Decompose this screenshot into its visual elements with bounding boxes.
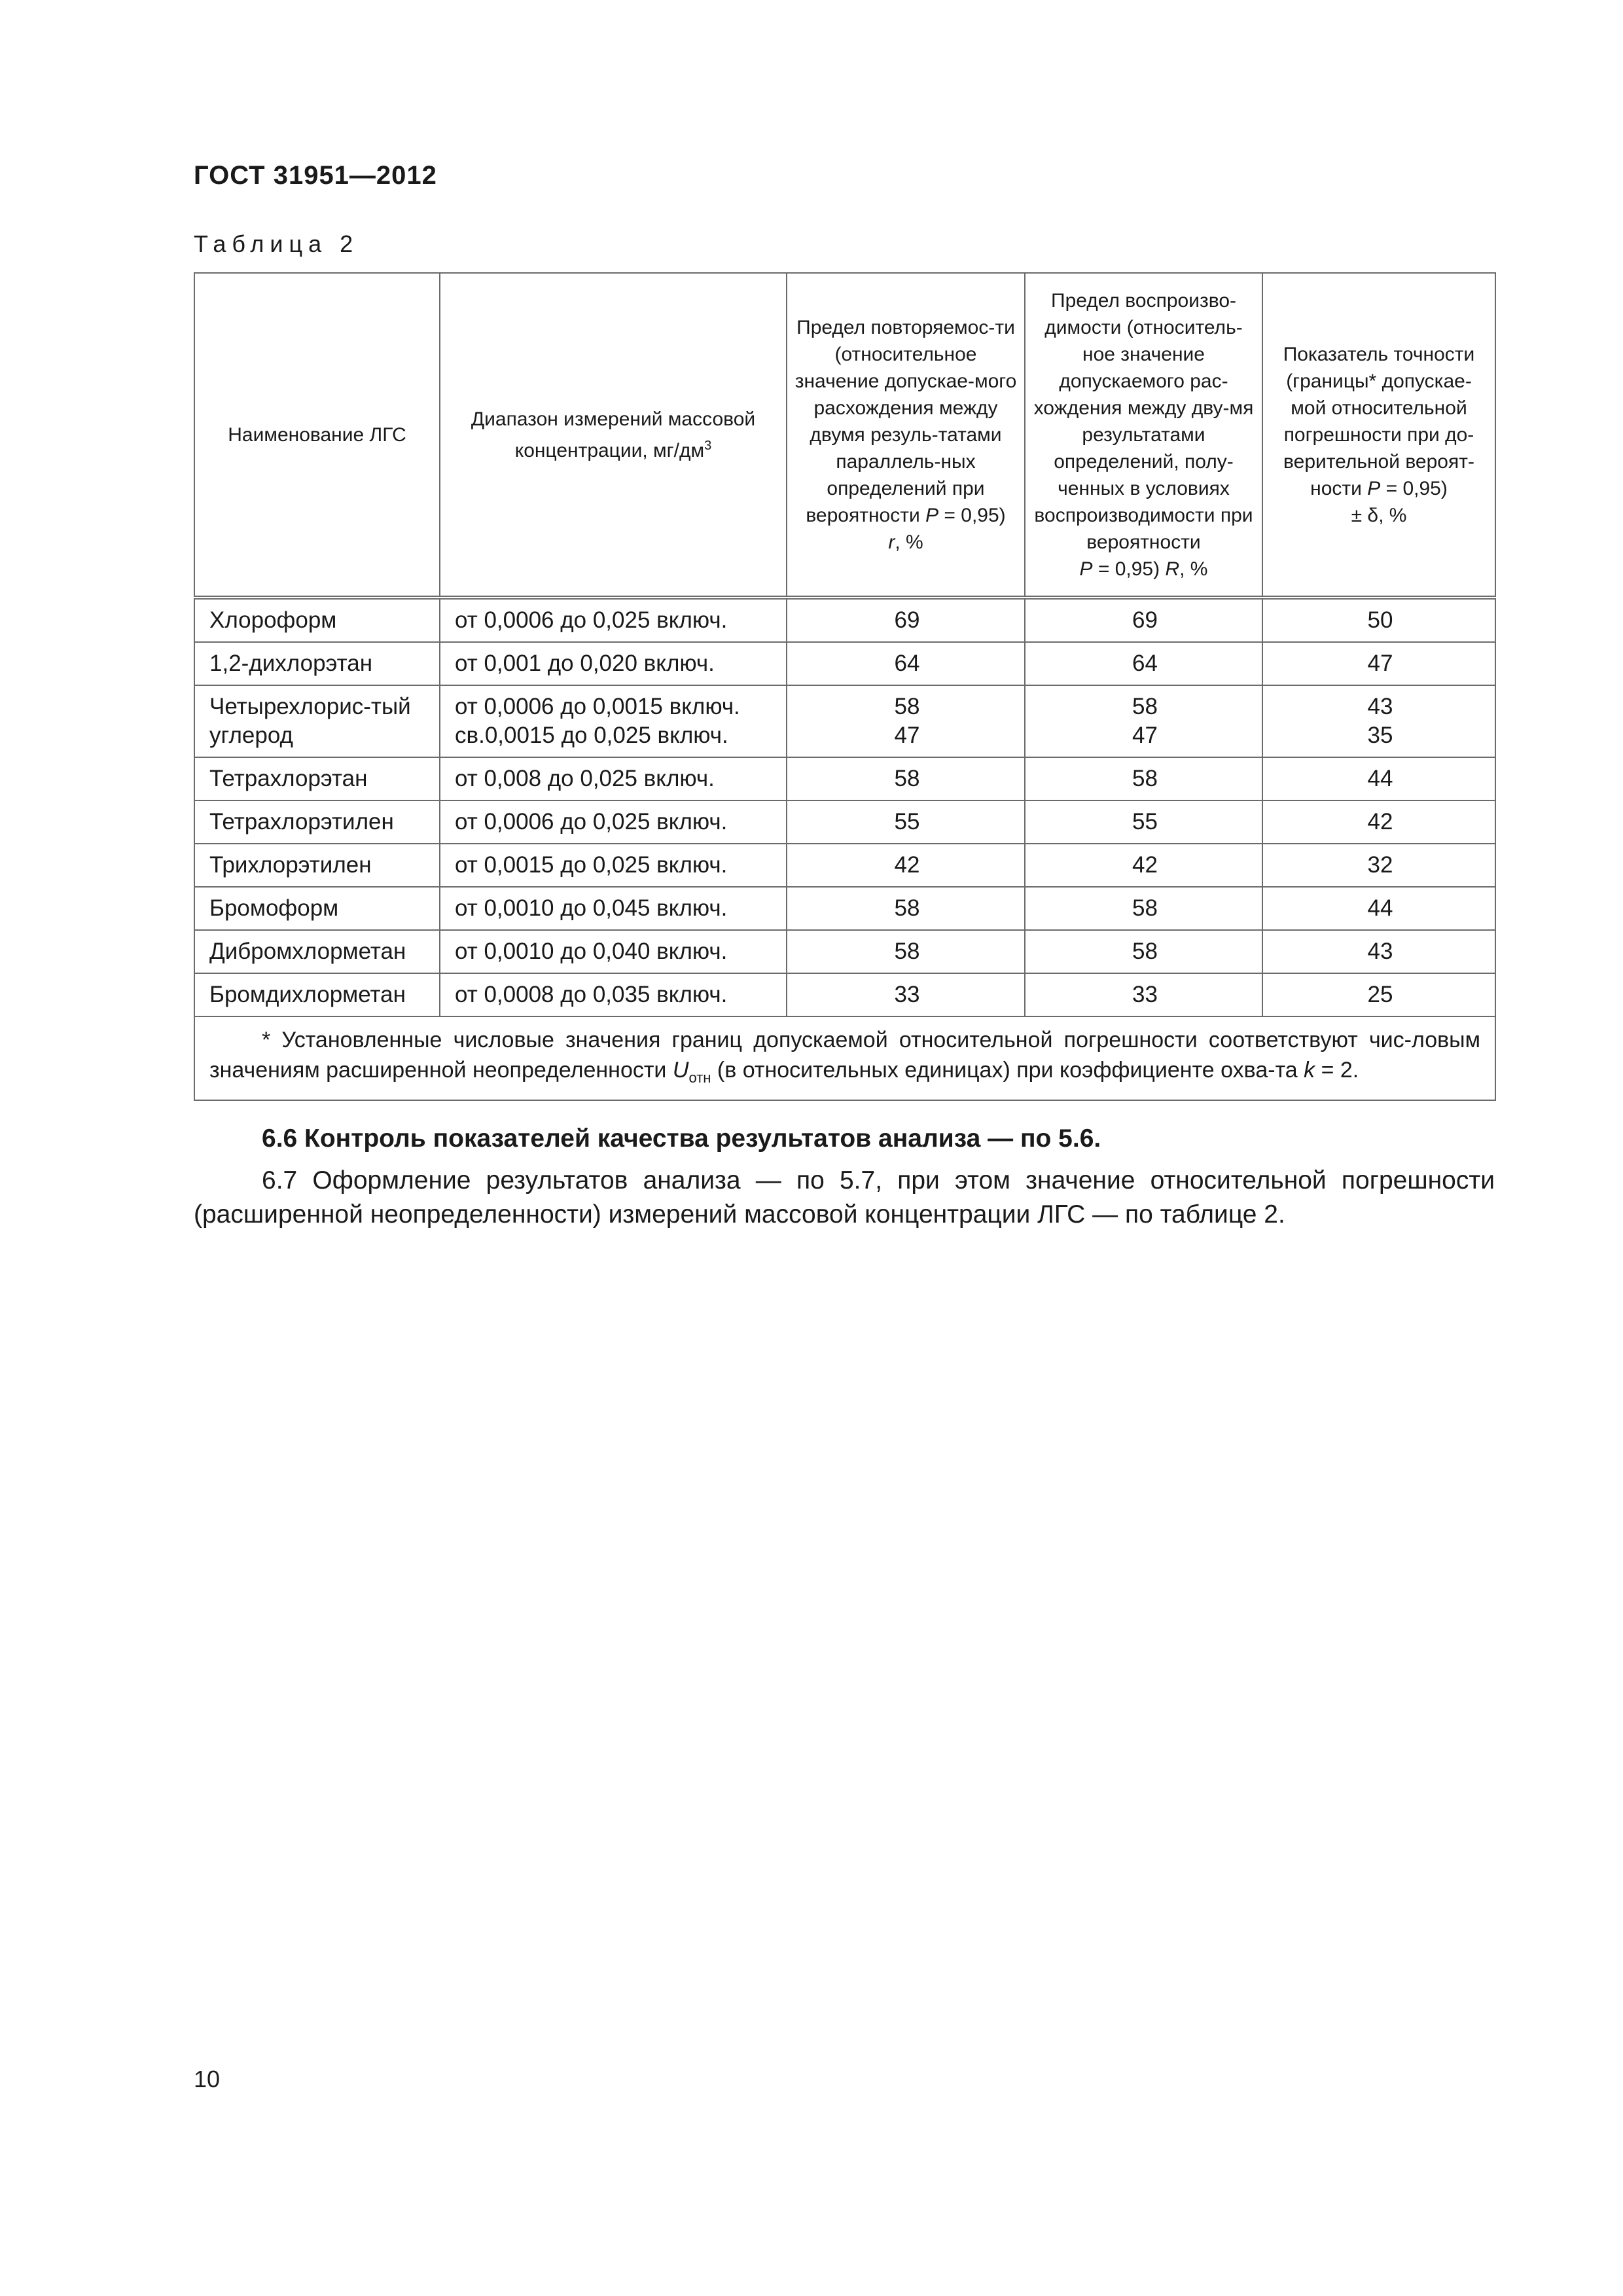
- cell-value: 35: [1367, 723, 1393, 748]
- table-footnote: * Установленные числовые значения границ допускаемой относительной погрешности соответствуют чис-ловым значениям расширенной неопределенности $U_{отн}$ (в относительных единицах) при коэффициенте охва-та k = 2.: [194, 1016, 1495, 1100]
- cell-name: 1,2-дихлорэтан: [194, 642, 440, 685]
- cell-reproducibility: [1025, 685, 1262, 757]
- cell-value: 58: [894, 694, 920, 719]
- cell-accuracy: 25: [1262, 973, 1495, 1016]
- cell-repeatability: 58: [787, 757, 1025, 800]
- col-header-accuracy: Показатель точности (границы* допускае-мой относительной погрешности при до-верительной вероят-ности P = 0,95) ± δ, %: [1262, 273, 1495, 598]
- page-number: 10: [194, 2066, 221, 2092]
- cell-range: от 0,0015 до 0,025 включ.: [440, 844, 787, 887]
- cell-range: от 0,0010 до 0,040 включ.: [440, 930, 787, 973]
- cell-range: от 0,0008 до 0,035 включ.: [440, 973, 787, 1016]
- cell-range-line: от 0,0006 до 0,0015 включ.: [455, 694, 740, 719]
- cell-repeatability: 64: [787, 642, 1025, 685]
- cell-accuracy: 50: [1262, 598, 1495, 642]
- cell-repeatability: 55: [787, 800, 1025, 844]
- cell-reproducibility: 33: [1025, 973, 1262, 1016]
- section-paragraph-6-7: 6.7 Оформление результатов анализа — по 5.7, при этом значение относительной погрешности (расширенной неопределенности) измерений массовой концентрации ЛГС — по таблице 2.: [194, 1166, 1495, 1229]
- table-row: [194, 930, 1495, 973]
- cell-reproducibility: 55: [1025, 800, 1262, 844]
- cell-reproducibility: 58: [1025, 887, 1262, 930]
- cell-repeatability: 58: [787, 887, 1025, 930]
- cell-range: от 0,0010 до 0,045 включ.: [440, 887, 787, 930]
- cell-name: Хлороформ: [194, 598, 440, 642]
- cell-name: Четырехлорис-тый углерод: [194, 685, 440, 757]
- col-header-range: Диапазон измерений массовой концентрации, $мг/дм^3$: [440, 273, 787, 598]
- cell-value: 47: [894, 723, 920, 748]
- cell-range: от 0,001 до 0,020 включ.: [440, 642, 787, 685]
- section-heading-6-6: 6.6 Контроль показателей качества результатов анализа — по 5.6.: [262, 1124, 1101, 1153]
- cell-reproducibility: 58: [1025, 930, 1262, 973]
- cell-value: 43: [1367, 694, 1393, 719]
- table-row: [194, 973, 1495, 1016]
- cell-range-line: св.0,0015 до 0,025 включ.: [455, 723, 728, 748]
- cell-repeatability: 42: [787, 844, 1025, 887]
- cell-repeatability: 69: [787, 598, 1025, 642]
- cell-reproducibility: 42: [1025, 844, 1262, 887]
- cell-name: Тетрахлорэтилен: [194, 800, 440, 844]
- cell-range: от 0,0006 до 0,025 включ.: [440, 800, 787, 844]
- table-row: [194, 844, 1495, 887]
- cell-value: 47: [1132, 723, 1158, 748]
- cell-name: Тетрахлорэтан: [194, 757, 440, 800]
- data-table: [194, 272, 1496, 1101]
- cell-accuracy: 43: [1262, 930, 1495, 973]
- table-row: [194, 800, 1495, 844]
- cell-name: Трихлорэтилен: [194, 844, 440, 887]
- cell-name: Бромдихлорметан: [194, 973, 440, 1016]
- cell-range: [440, 685, 787, 757]
- table-footnote-row: [194, 1016, 1495, 1100]
- table-caption: Таблица 2: [194, 230, 359, 257]
- cell-reproducibility: 64: [1025, 642, 1262, 685]
- cell-accuracy: 44: [1262, 757, 1495, 800]
- table-header-row: [194, 273, 1495, 598]
- cell-reproducibility: 69: [1025, 598, 1262, 642]
- document-header: ГОСТ 31951—2012: [194, 161, 437, 190]
- table-row: [194, 598, 1495, 642]
- cell-name: Бромоформ: [194, 887, 440, 930]
- cell-accuracy: 44: [1262, 887, 1495, 930]
- col-header-reproducibility: Предел воспроизво-димости (относитель-ное значение допускаемого рас-хождения между дву-мя результатами определений, полу-ченных в условиях воспроизводимости при вероятности P = 0,95) R, %: [1025, 273, 1262, 598]
- cell-reproducibility: 58: [1025, 757, 1262, 800]
- col-header-repeatability: Предел повторяемос-ти (относительное значение допускае-мого расхождения между двумя резуль-татами параллель-ных определений при вероятности P = 0,95) r, %: [787, 273, 1025, 598]
- cell-repeatability: [787, 685, 1025, 757]
- table-row: [194, 757, 1495, 800]
- cell-accuracy: [1262, 685, 1495, 757]
- table-row: [194, 642, 1495, 685]
- cell-repeatability: 58: [787, 930, 1025, 973]
- table-row: [194, 887, 1495, 930]
- cell-accuracy: 47: [1262, 642, 1495, 685]
- cell-repeatability: 33: [787, 973, 1025, 1016]
- table-row: [194, 685, 1495, 757]
- cell-range: от 0,008 до 0,025 включ.: [440, 757, 787, 800]
- cell-value: 58: [1132, 694, 1158, 719]
- cell-range: от 0,0006 до 0,025 включ.: [440, 598, 787, 642]
- cell-accuracy: 32: [1262, 844, 1495, 887]
- cell-accuracy: 42: [1262, 800, 1495, 844]
- cell-name: Дибромхлорметан: [194, 930, 440, 973]
- col-header-name: Наименование ЛГС: [194, 273, 440, 598]
